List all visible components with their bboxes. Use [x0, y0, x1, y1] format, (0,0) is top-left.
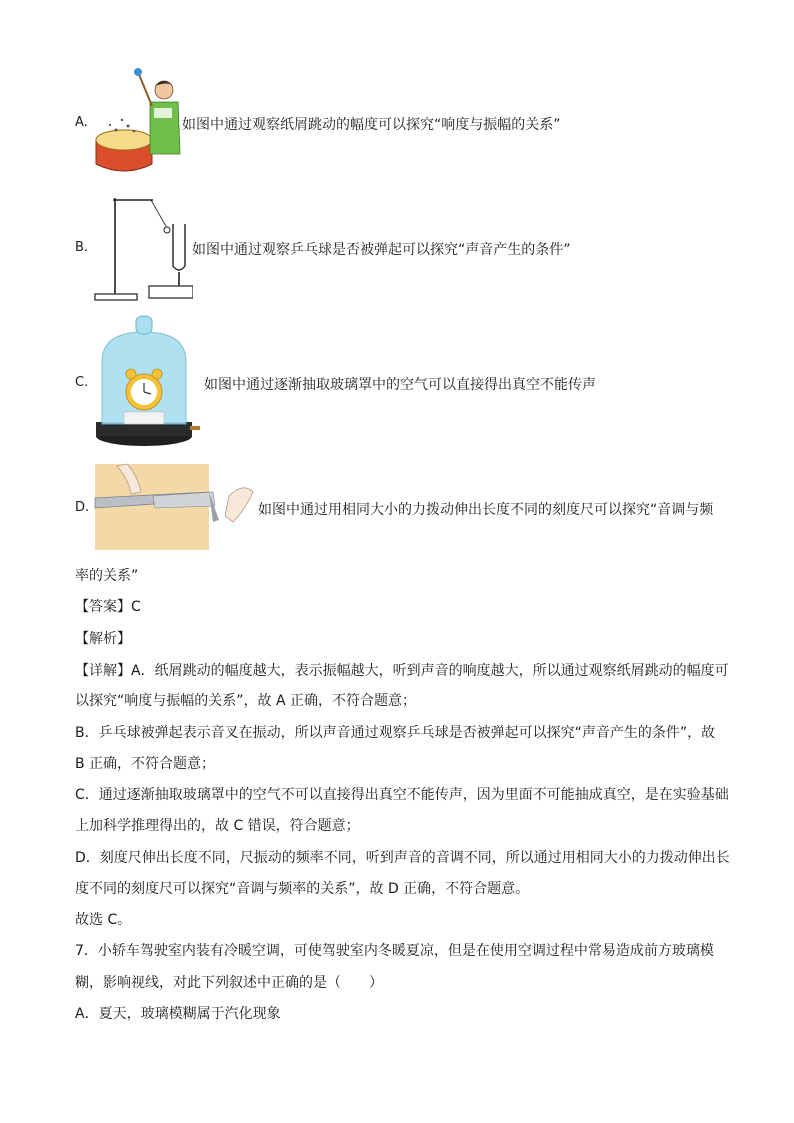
option-d-continuation: 率的关系” — [75, 568, 139, 584]
question-7-stem-line: 7．小轿车驾驶室内装有冷暖空调，可使驾驶室内冬暖夏凉，但是在使用空调过程中常易造成前方玻璃模 — [75, 943, 714, 959]
option-b-letter: B. — [75, 240, 89, 255]
option-a-text: 如图中通过观察纸屑跳动的幅度可以探究“响度与振幅的关系” — [182, 117, 561, 133]
question-7-option-a: A．夏天，玻璃模糊属于汽化现象 — [75, 1006, 281, 1022]
analysis-line: B．乒乓球被弹起表示音叉在振动，所以声音通过观察乒乓球是否被弹起可以探究“声音产生的条件”，故 — [75, 725, 716, 741]
ruler-on-table-illustration — [93, 462, 261, 552]
option-a-letter: A. — [75, 115, 88, 130]
drum-and-paper-scraps-illustration — [94, 68, 184, 180]
option-c-letter: C. — [75, 375, 89, 390]
tuning-fork-and-ping-pong-ball-illustration — [93, 190, 193, 306]
analysis-line: 以探究“响度与振幅的关系”，故 A 正确，不符合题意； — [75, 693, 416, 709]
analysis-line: 度不同的刻度尺可以探究“音调与频率的关系”，故 D 正确，不符合题意。 — [75, 881, 530, 897]
alarm-clock-in-bell-jar-illustration — [94, 314, 200, 448]
analysis-line: 上加科学推理得出的，故 C 错误，符合题意； — [75, 818, 360, 834]
analysis-line: B 正确，不符合题意； — [75, 756, 216, 772]
option-d-letter: D. — [75, 500, 90, 515]
option-d-text: 如图中通过用相同大小的力拨动伸出长度不同的刻度尺可以探究“音调与频 — [258, 502, 714, 518]
question-7-stem-line: 糊，影响视线，对此下列叙述中正确的是（ ） — [75, 975, 383, 991]
analysis-label: 【解析】 — [75, 631, 131, 647]
option-c-text: 如图中通过逐渐抽取玻璃罩中的空气可以直接得出真空不能传声 — [204, 377, 596, 393]
analysis-line: 故选 C。 — [75, 912, 132, 928]
analysis-line: C．通过逐渐抽取玻璃罩中的空气不可以直接得出真空不能传声，因为里面不可能抽成真空，是在实验基础 — [75, 787, 729, 803]
answer-line: 【答案】C — [75, 599, 141, 615]
analysis-line: D．刻度尺伸出长度不同，尺振动的频率不同，听到声音的音调不同，所以通过用相同大小的力拨动伸出长 — [75, 850, 730, 866]
option-b-text: 如图中通过观察乒乓球是否被弹起可以探究“声音产生的条件” — [192, 242, 571, 258]
analysis-line: 【详解】A．纸屑跳动的幅度越大，表示振幅越大，听到声音的响度越大，所以通过观察纸屑跳动的幅度可 — [75, 663, 729, 679]
